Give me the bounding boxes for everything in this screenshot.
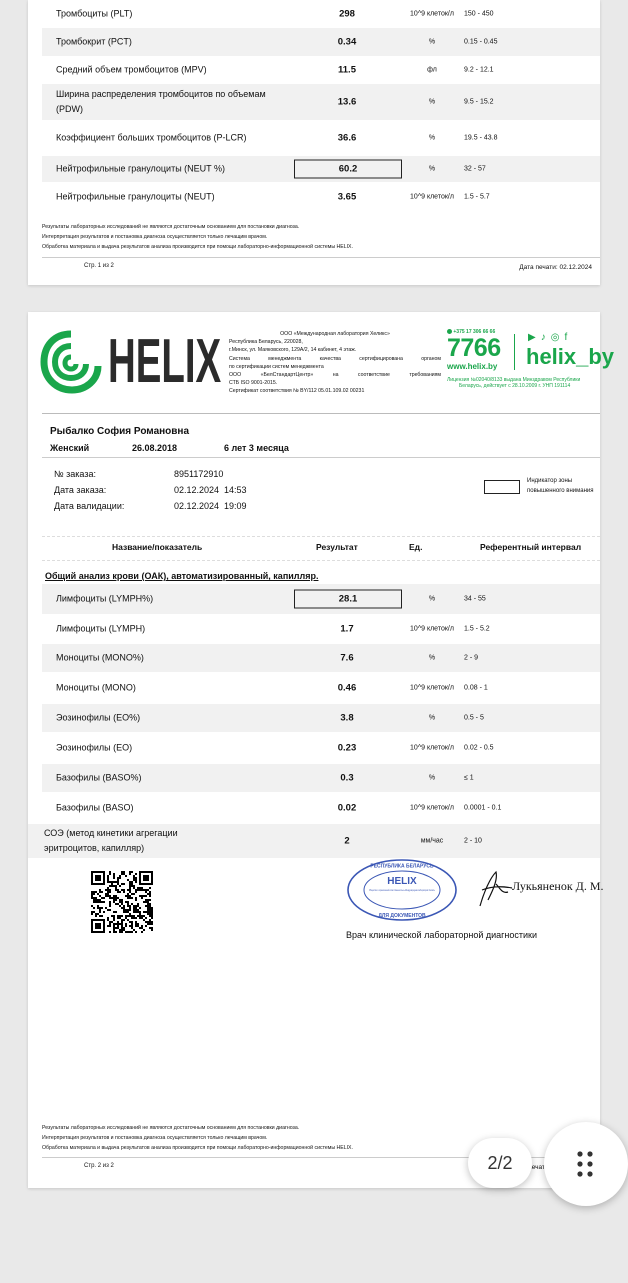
table-row (42, 182, 600, 212)
company-info (229, 330, 441, 396)
company-line: Сертификат соответствия № BY/112 05.01.109.02 00231 (229, 388, 365, 395)
stamp-inner-text: Общество с ограниченной ответственностью «Международная лаборатория Хеликс» (369, 888, 436, 892)
table-row (42, 732, 600, 764)
row-value: 3.8 (340, 712, 354, 724)
row-unit: 10^9 клеток/л (410, 193, 454, 201)
row-unit: % (428, 774, 436, 782)
row-name: Ширина распределения тромбоцитов по объемам (PDW) (56, 89, 266, 114)
attention-indicator-label (527, 476, 594, 496)
row-unit: % (428, 134, 436, 142)
license-line: Беларусь, действует с 28.10.2009 г. УНП 191114 (459, 383, 571, 389)
row-unit: % (428, 595, 436, 603)
doctor-position: Врач клинической лабораторной диагностики (346, 930, 538, 940)
report-page-1 (28, 0, 600, 285)
disclaimer-line: Интерпретация результатов и постановка диагноза осуществляется только лечащим врачом. (42, 234, 268, 240)
helix-logo-icon (40, 330, 102, 394)
company-line: СТБ ISO 9001-2015. (229, 380, 278, 387)
patient-age: 6 лет 3 месяца (224, 443, 289, 453)
tiktok-icon[interactable]: ♪ (540, 332, 551, 343)
license-info (447, 377, 580, 389)
phone-small-text: +375 17 306 66 66 (453, 329, 496, 335)
row-reference: 0.15 - 0.45 (464, 38, 498, 46)
validation-date: 02.12.2024 19:09 (174, 501, 247, 511)
row-value: 0.34 (337, 36, 357, 48)
row-name: Нейтрофильные гранулоциты (NEUT %) (56, 163, 226, 174)
row-name: Эозинофилы (EO) (56, 742, 133, 753)
row-reference: 2 - 9 (464, 654, 479, 662)
row-value: 36.6 (337, 132, 357, 144)
row-name: Лимфоциты (LYMPH) (56, 623, 146, 634)
row-value: 60.2 (294, 160, 402, 179)
company-line: Система менеджмента качества сертифицирована органом (229, 355, 441, 362)
table-row (42, 584, 600, 614)
row-unit: % (428, 714, 436, 722)
row-unit: 10^9 клеток/л (410, 804, 454, 812)
stamp-center-text: HELIX (387, 876, 417, 887)
helix-logo-text: HELIX (108, 327, 222, 396)
disclaimer-line: Результаты лабораторных исследований не являются достаточным основанием для постановки диагноза. (42, 1125, 300, 1131)
row-name: Тромбоциты (PLT) (56, 8, 133, 19)
row-value: 0.3 (340, 772, 354, 784)
col-header-result: Результат (316, 542, 358, 552)
row-value: 11.5 (338, 64, 356, 76)
patient-name: Рыбалко София Романовна (50, 426, 190, 437)
company-line: по сертификации систем менеджмента (229, 363, 324, 370)
company-line: ООО «БелСтандартЦентр» на соответствие требованиям (229, 372, 441, 379)
row-name: Нейтрофильные гранулоциты (NEUT) (56, 191, 215, 202)
row-value: 7.6 (340, 652, 354, 664)
patient-divider (42, 457, 600, 458)
col-header-reference: Референтный интервал (480, 542, 582, 552)
row-reference: 0.02 - 0.5 (464, 744, 494, 752)
row-reference: 0.5 - 5 (464, 714, 484, 722)
row-name: Средний объем тромбоцитов (MPV) (56, 64, 207, 75)
table-row (42, 704, 600, 732)
clinic-stamp-icon (346, 858, 458, 922)
doctor-name: Лукьяненок Д. М. (512, 879, 604, 893)
col-header-unit: Ед. (409, 542, 423, 552)
disclaimer-line: Обработка материала и выдача результатов анализа производится при помощи лабораторно-информационной системы HELIX. (42, 244, 353, 250)
row-reference: 9.5 - 15.2 (464, 98, 494, 106)
table-row (42, 672, 600, 704)
table-row (42, 156, 600, 182)
stamp-bottom-text: ДЛЯ ДОКУМЕНТОВ (378, 913, 426, 919)
company-line: ООО «Международная лаборатория Хеликс» (280, 331, 390, 337)
order-number: 8951172910 (174, 469, 224, 479)
patient-birth-date: 26.08.2018 (132, 443, 178, 453)
social-handle[interactable]: helix_by (526, 344, 615, 369)
patient-sex: Женский (50, 443, 90, 453)
qr-code-icon (91, 871, 153, 933)
row-reference: 1.5 - 5.2 (464, 625, 490, 633)
disclaimer-line: Результаты лабораторных исследований не являются достаточным основанием для постановки диагноза. (42, 224, 300, 230)
short-number[interactable]: 7766 (447, 334, 501, 362)
row-reference: 19.5 - 43.8 (464, 134, 498, 142)
grid-dots-icon (576, 1150, 596, 1178)
header-divider (42, 413, 600, 414)
row-name: Лимфоциты (LYMPH%) (56, 593, 154, 604)
facebook-icon[interactable]: f (564, 332, 573, 343)
row-name: Моноциты (MONO) (56, 682, 136, 693)
stamp-top-text: РЕСПУБЛИКА БЕЛАРУСЬ (370, 863, 434, 870)
indicator-line: Индикатор зоны (527, 478, 573, 484)
row-value: 0.02 (337, 802, 357, 814)
row-reference: 1.5 - 5.7 (464, 193, 490, 201)
contact-divider (514, 334, 515, 370)
row-name: Тромбокрит (PCT) (56, 36, 132, 47)
page-indicator[interactable]: 2/2 (468, 1138, 532, 1188)
esr-reference: 2 - 10 (464, 837, 482, 845)
table-top-divider (42, 536, 600, 537)
row-reference: ≤ 1 (464, 774, 474, 782)
row-unit: 10^9 клеток/л (410, 684, 454, 692)
esr-name: СОЭ (метод кинетики агрегации эритроцитов, капилляр) (44, 828, 178, 853)
print-date: печати: (528, 1164, 551, 1171)
row-reference: 32 - 57 (464, 165, 486, 173)
esr-value: 2 (344, 835, 350, 847)
row-unit: % (428, 165, 436, 173)
disclaimer-line: Обработка материала и выдача результатов анализа производится при помощи лабораторно-информационной системы HELIX. (42, 1145, 353, 1151)
col-header-name: Название/показатель (112, 542, 203, 552)
menu-button[interactable] (544, 1122, 628, 1206)
table-row (42, 0, 600, 28)
row-reference: 9.2 - 12.1 (464, 66, 494, 74)
table-row (42, 644, 600, 672)
disclaimer (42, 222, 562, 252)
table-header-divider (42, 560, 600, 561)
row-unit: % (428, 98, 436, 106)
license-line: Лицензия №02040/8133 выдана Минздравом Республики (447, 377, 581, 383)
website-link[interactable]: www.helix.by (447, 362, 498, 371)
youtube-icon[interactable]: ▶ (528, 332, 541, 343)
row-value: 3.65 (337, 191, 357, 203)
instagram-icon[interactable]: ◎ (550, 332, 565, 343)
row-unit: % (428, 654, 436, 662)
indicator-line: повышенного внимания (527, 488, 594, 494)
row-name: Базофилы (BASO%) (56, 772, 142, 783)
order-date: 02.12.2024 14:53 (174, 485, 247, 495)
table-row-esr (28, 824, 600, 858)
row-name: Моноциты (MONO%) (56, 652, 144, 663)
table-row (42, 764, 600, 792)
row-name: Базофилы (BASO) (56, 802, 134, 813)
row-name: Эозинофилы (EO%) (56, 712, 141, 723)
page-number: Стр. 2 из 2 (84, 1163, 114, 1169)
row-value: 298 (339, 8, 355, 20)
row-unit: 10^9 клеток/л (410, 744, 454, 752)
row-unit: % (428, 38, 436, 46)
row-unit: фл (427, 66, 437, 74)
row-reference: 34 - 55 (464, 595, 486, 603)
row-name: Коэффициент больших тромбоцитов (P-LCR) (56, 132, 247, 143)
report-page-2 (28, 312, 615, 1188)
row-reference: 0.08 - 1 (464, 684, 488, 692)
table-row (42, 614, 600, 644)
attention-indicator-box (484, 480, 520, 494)
table-row (42, 120, 600, 156)
row-reference: 150 - 450 (464, 10, 494, 18)
signature-icon (472, 866, 516, 912)
row-value: 13.6 (337, 96, 357, 108)
table-row (42, 84, 600, 120)
row-value: 0.46 (337, 682, 357, 694)
page-number: Стр. 1 из 2 (84, 263, 114, 269)
table-row (42, 792, 600, 824)
validation-date-label: Дата валидации: (54, 501, 125, 511)
row-value: 0.23 (337, 742, 357, 754)
esr-unit: мм/час (420, 837, 444, 845)
table-row (42, 56, 600, 84)
section-title: Общий анализ крови (ОАК), автоматизированный, капилляр. (45, 571, 319, 581)
print-date: Дата печати: 02.12.2024 (519, 264, 592, 271)
footer-divider (42, 257, 600, 258)
row-unit: 10^9 клеток/л (410, 625, 454, 633)
order-number-label: № заказа: (54, 469, 96, 479)
row-value: 1.7 (340, 623, 354, 635)
row-unit: 10^9 клеток/л (410, 10, 454, 18)
row-reference: 0.0001 - 0.1 (464, 804, 502, 812)
company-line: Республика Беларусь, 220028, (229, 339, 303, 346)
disclaimer-line: Интерпретация результатов и постановка диагноза осуществляется только лечащим врачом. (42, 1135, 268, 1141)
row-value: 28.1 (294, 590, 402, 609)
company-line: г.Минск, ул. Маяковского, 129А/2, 14 кабинет, 4 этаж. (229, 347, 357, 354)
order-date-label: Дата заказа: (54, 485, 107, 495)
table-row (42, 28, 600, 56)
social-icons (528, 332, 572, 343)
